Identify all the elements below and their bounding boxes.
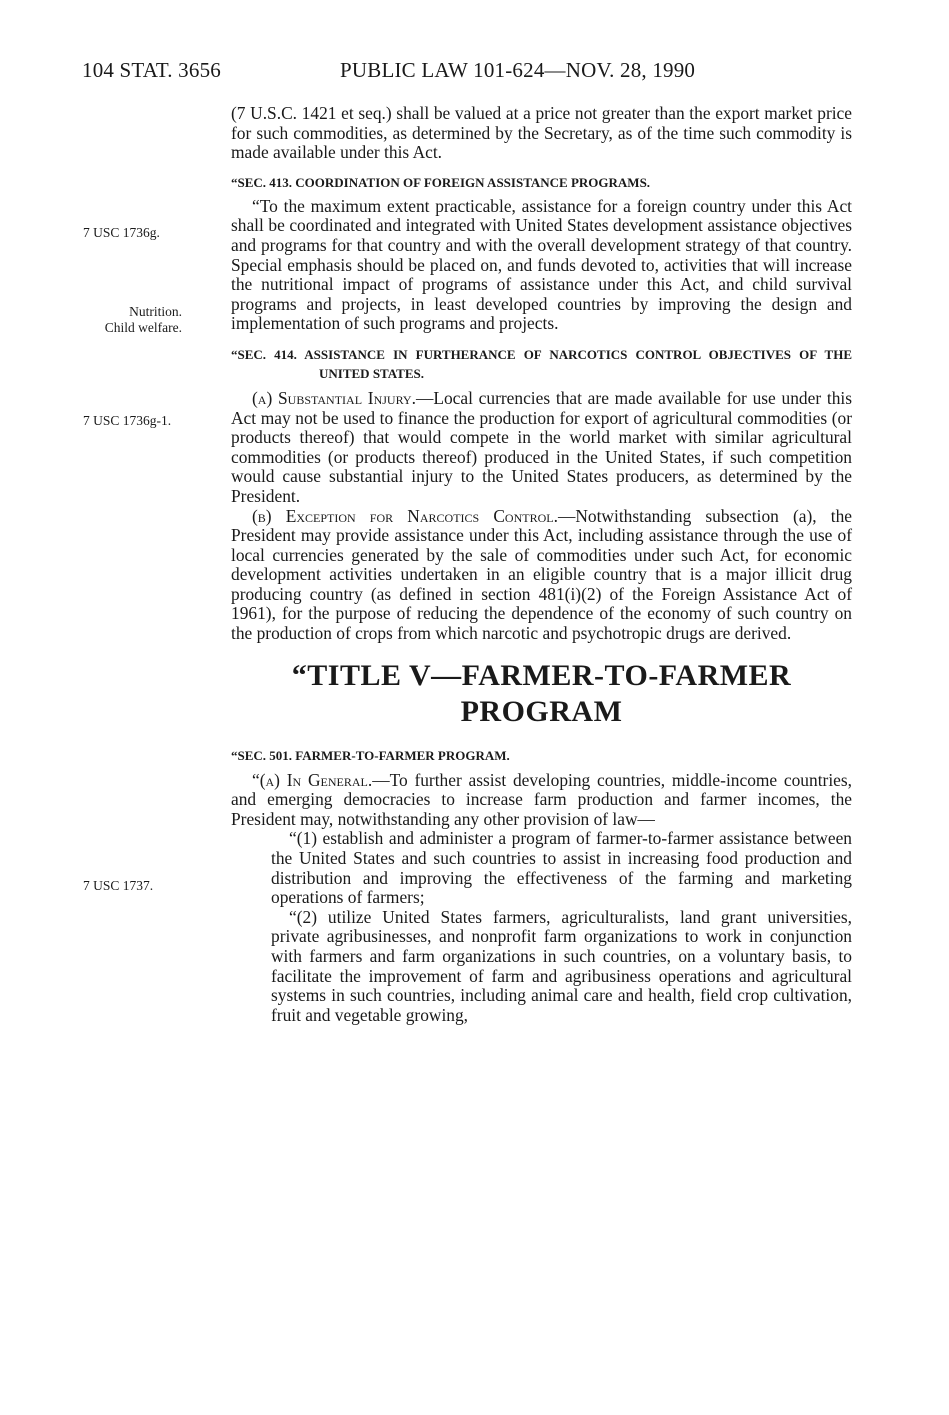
sec-414-a-paragraph (231, 389, 852, 507)
intro-paragraph: (7 U.S.C. 1421 et seq.) shall be valued at a price not greater than the export market price for such commodities, as determined by the Secretary, as of the time such commodity is made available under this Act. (231, 103, 852, 163)
sec-414-a-label: (a) Substantial Injury. (252, 387, 416, 408)
sec-414-b-paragraph (231, 507, 852, 644)
sec-414-a-text: —Local currencies that are made available for use under this Act may not be used to finance the production for export of agricultural commodities (or products thereof) that would compete in the world market with similar agricultural commodities (or products thereof) produced in the United States, if such competition would cause substantial injury to the United States producers, as determined by the President. (231, 387, 852, 506)
margin-note-usc-1736g: 7 USC 1736g. (83, 225, 160, 240)
sec-414-b-text: —Notwithstanding subsection (a), the President may provide assistance under this Act, including assistance through the use of local currencies generated by the sale of commodities under such Act, for economic development activities undertaken in an eligible country that is a major illicit drug producing country (as defined in section 481(i)(2) of the Foreign Assistance Act of 1961), for the purpose of reducing the dependence of the economy of such country on the production of crops from which narcotic and psychotropic drugs are derived. (231, 505, 852, 644)
sec-414-heading: “SEC. 414. ASSISTANCE IN FURTHERANCE OF NARCOTICS CONTROL OBJECTIVES OF THE UNITED STATES. (231, 346, 852, 381)
stat-page-number: 104 STAT. 3656 (82, 58, 221, 82)
page-header (82, 58, 862, 90)
sec-413-text: “To the maximum extent practicable, assistance for a foreign country under this Act shall be coordinated and integrated with United States development assistance objectives and programs for that country and with the overall development strategy of that country. Special emphasis should be placed on, and funds devoted to, activities that will increase the nutritional impact of programs of assistance under this Act, and child survival programs and projects, in least developed countries by improving the design and implementation of such programs and projects. (231, 195, 852, 334)
public-law-citation: PUBLIC LAW 101-624—NOV. 28, 1990 (340, 58, 696, 82)
title-line-2: PROGRAM (460, 694, 623, 728)
margin-note-usc-1736g-1: 7 USC 1736g-1. (83, 413, 172, 428)
sec-501-a-paragraph (231, 771, 852, 830)
sec-501-a-2: “(2) utilize United States farmers, agriculturalists, land grant universities, private agribusinesses, and nonprofit farm organizations to work in conjunction with farmers and farm organizations in such countries, on a voluntary basis, to facilitate the improvement of farm and agribusiness operations and agricultural systems in such countries, including animal care and health, field crop cultivation, fruit and vegetable growing, (271, 906, 852, 1025)
margin-note-child-welfare: Child welfare. (104, 320, 182, 335)
sec-501-a-label: “(a) In General. (252, 769, 373, 790)
sec-501-a-1: “(1) establish and administer a program of farmer-to-farmer assistance between the United States and such countries to assist in increasing food production and distribution and improving the effectiveness of the farming and marketing operations of farmers; (271, 828, 852, 908)
sec-413-heading: “SEC. 413. COORDINATION OF FOREIGN ASSISTANCE PROGRAMS. (231, 174, 651, 190)
sec-501-a-text: —To further assist developing countries, middle-income countries, and emerging democracies to increase farm production and farmer incomes, the President may, notwithstanding any other provision of law— (231, 769, 852, 829)
margin-note-nutrition: Nutrition. (129, 304, 182, 319)
title-line-1: “TITLE V—FARMER-TO-FARMER (291, 658, 792, 692)
sec-501-heading: “SEC. 501. FARMER-TO-FARMER PROGRAM. (231, 747, 510, 763)
margin-note-usc-1737: 7 USC 1737. (83, 878, 154, 893)
document-body (231, 104, 852, 1025)
title-v-heading (231, 658, 852, 730)
sec-414-b-label: (b) Exception for Narcotics Control. (252, 505, 558, 526)
